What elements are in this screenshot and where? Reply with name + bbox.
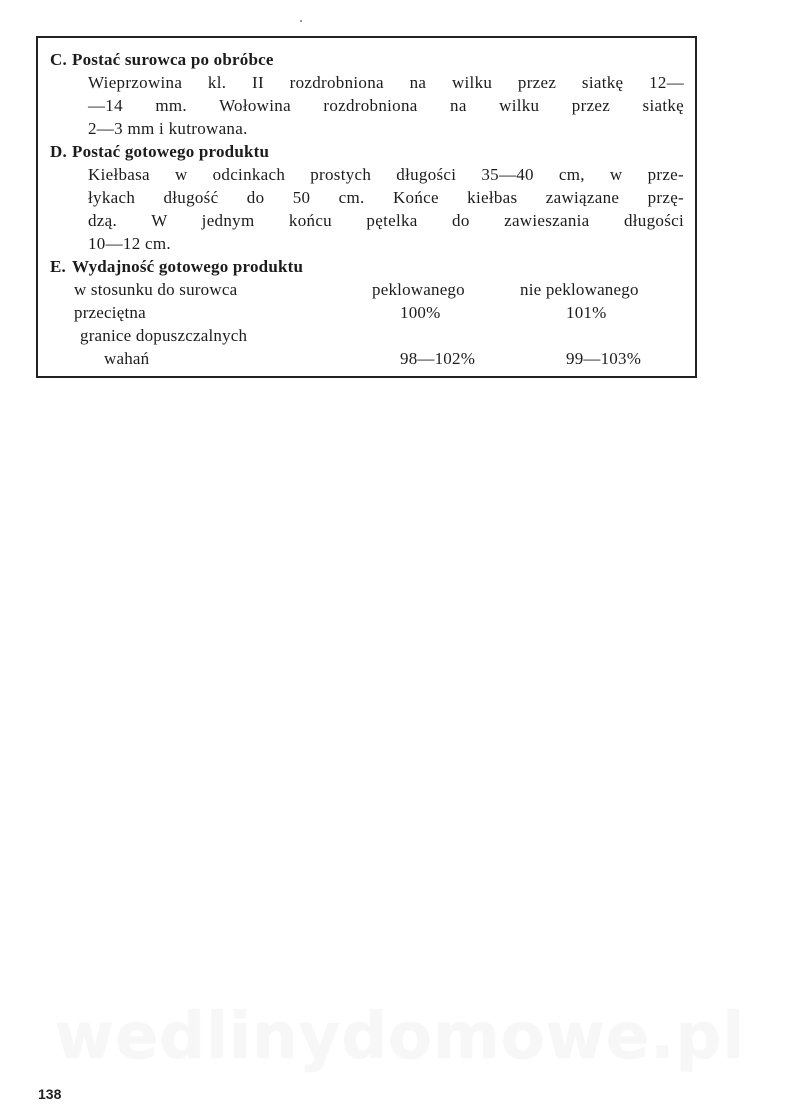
yield-range-label-line-2: wahań — [104, 349, 150, 368]
section-d-line-2: łykach długość do 50 cm. Końce kiełbas zawiązane przę- — [88, 188, 684, 207]
section-d-line-4: 10—12 cm. — [88, 234, 171, 253]
specification-box — [36, 36, 697, 378]
yield-row-label: w stosunku do surowca — [74, 280, 238, 299]
yield-average-uncured: 101% — [566, 303, 607, 322]
section-e-heading — [50, 257, 303, 277]
yield-col-header-cured: peklowanego — [372, 280, 465, 299]
yield-range-cured: 98—102% — [400, 349, 476, 368]
yield-average-label: przeciętna — [74, 303, 146, 322]
yield-average-cured: 100% — [400, 303, 441, 322]
section-d-title: Postać gotowego produktu — [72, 142, 270, 161]
section-c-line-3: 2—3 mm i kutrowana. — [88, 119, 248, 138]
yield-range-uncured: 99—103% — [566, 349, 642, 368]
section-e-letter: E. — [50, 257, 66, 276]
scan-speck — [300, 20, 302, 22]
section-c-title: Postać surowca po obróbce — [72, 50, 274, 69]
yield-col-header-uncured: nie peklowanego — [520, 280, 639, 299]
section-c-line-2: —14 mm. Wołowina rozdrobniona na wilku przez siatkę — [88, 96, 684, 115]
section-d-heading — [50, 142, 269, 162]
watermark: wedlinydomowe.pl — [54, 1000, 746, 1074]
section-c-heading — [50, 50, 274, 70]
section-e-title: Wydajność gotowego produktu — [72, 257, 304, 276]
section-c-line-1: Wieprzowina kl. II rozdrobniona na wilku przez siatkę 12— — [88, 73, 684, 92]
section-d-letter: D. — [50, 142, 67, 161]
section-c-letter: C. — [50, 50, 67, 69]
page-number: 138 — [38, 1086, 62, 1102]
section-d-line-1: Kiełbasa w odcinkach prostych długości 35—40 cm, w prze- — [88, 165, 684, 184]
section-d-line-3: dzą. W jednym końcu pętelka do zawieszania długości — [88, 211, 684, 230]
yield-range-label-line-1: granice dopuszczalnych — [80, 326, 248, 345]
